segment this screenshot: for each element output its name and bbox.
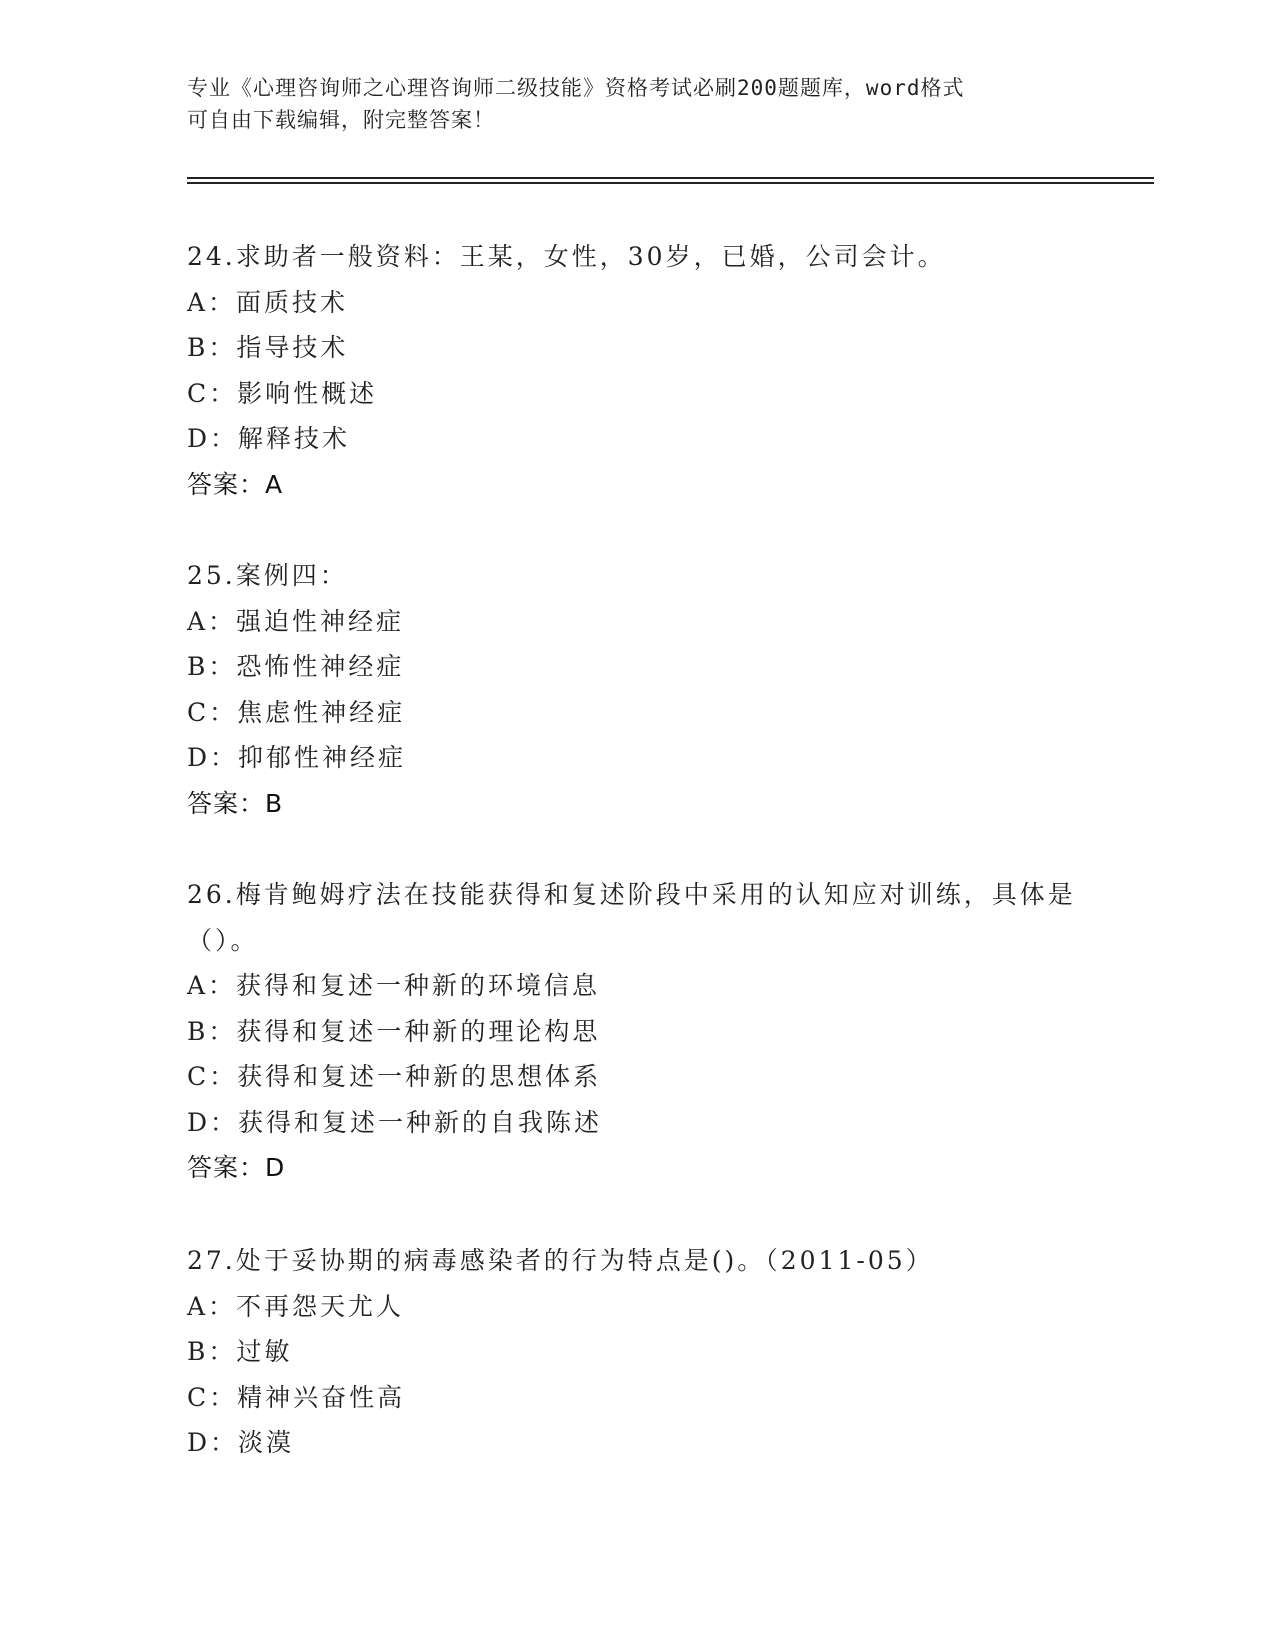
- header-title-line-2: 可自由下载编辑，附完整答案！: [187, 108, 495, 132]
- question-26: [187, 872, 1087, 1191]
- option-c: C：焦虑性神经症: [187, 697, 406, 727]
- question-stem: 26.梅肯鲍姆疗法在技能获得和复述阶段中采用的认知应对训练，具体是（）。: [187, 880, 1076, 955]
- answer-line: 答案：A: [187, 469, 284, 499]
- option-b: B：指导技术: [187, 333, 349, 362]
- question-24: [187, 234, 1087, 507]
- option-d: D：解释技术: [187, 424, 351, 453]
- option-c: C：获得和复述一种新的思想体系: [187, 1062, 602, 1091]
- header-divider-top: [187, 177, 1154, 179]
- option-a: A：强迫性神经症: [187, 606, 405, 636]
- answer-line: 答案：B: [187, 788, 284, 818]
- option-c: C：影响性概述: [187, 378, 378, 408]
- option-d: D：获得和复述一种新的自我陈述: [187, 1107, 603, 1137]
- option-d: D：抑郁性神经症: [187, 743, 407, 772]
- answer-line: 答案：D: [187, 1153, 286, 1182]
- option-a: A：面质技术: [187, 287, 349, 317]
- question-25: [187, 553, 1087, 826]
- option-c: C：精神兴奋性高: [187, 1382, 406, 1412]
- document-header: [187, 72, 1087, 136]
- header-divider-bottom: [187, 182, 1154, 184]
- option-b: B：过敏: [187, 1337, 293, 1366]
- option-b: B：获得和复述一种新的理论构思: [187, 1016, 601, 1046]
- option-d: D：淡漠: [187, 1428, 295, 1457]
- question-27: [187, 1238, 1087, 1466]
- question-stem: 25.案例四：: [187, 561, 348, 590]
- question-stem: 27.处于妥协期的病毒感染者的行为特点是()。（2011-05）: [187, 1246, 934, 1275]
- question-stem: 24.求助者一般资料：王某，女性，30岁，已婚，公司会计。: [187, 242, 946, 271]
- option-a: A：不再怨天尤人: [187, 1291, 405, 1321]
- option-a: A：获得和复述一种新的环境信息: [187, 971, 601, 1000]
- header-title-line-1: 专业《心理咨询师之心理咨询师二级技能》资格考试必刷200题题库，word格式: [187, 76, 965, 100]
- option-b: B：恐怖性神经症: [187, 652, 405, 681]
